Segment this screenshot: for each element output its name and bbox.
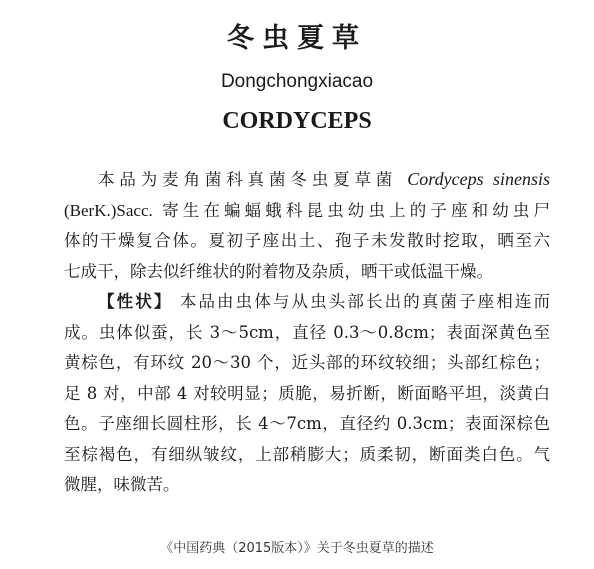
text-line — [64, 164, 550, 196]
monograph-body — [64, 164, 550, 501]
text-line: 微腥，味微苦。 — [64, 475, 180, 494]
text-fragment: 寄生在蝙蝠蛾科昆虫幼虫上的子座和幼虫尸 — [152, 200, 550, 220]
paragraph-characteristics — [64, 287, 550, 501]
text-fragment: 本品为麦角菌科真菌冬虫夏草菌 — [98, 170, 408, 189]
title-chinese: 冬虫夏草 — [227, 23, 367, 54]
text-line: 足 8 对，中部 4 对较明显；质脆，易折断，断面略平坦，淡黄白 — [64, 383, 550, 403]
text-fragment: 本品由虫体与从虫头部长出的真菌子座相连而 — [172, 292, 550, 311]
text-line — [64, 196, 550, 227]
latin-author-name: (BerK.)Sacc. — [64, 200, 153, 220]
text-line: 至棕褐色，有细纵皱纹，上部稍膨大；质柔韧，断面类白色。气 — [64, 444, 550, 464]
text-line: 体的干燥复合体。夏初子座出土、孢子未发散时挖取，晒至六 — [64, 231, 550, 250]
text-line: 成。虫体似蚕，长 3～5cm，直径 0.3～0.8cm；表面深黄色至 — [64, 322, 550, 342]
text-line: 黄棕色，有环纹 20～30 个，近头部的环纹较细；头部红棕色； — [64, 353, 550, 372]
image-caption: 《中国药典（2015版本）》关于冬虫夏草的描述 — [160, 541, 434, 556]
title-english: CORDYCEPS — [222, 108, 372, 134]
text-line — [64, 287, 550, 318]
text-line: 色。子座细长圆柱形，长 4～7cm，直径约 0.3cm；表面深棕色 — [64, 414, 550, 433]
latin-species-name: Cordyceps sinensis — [407, 169, 550, 189]
section-heading: 【性状】 — [98, 292, 173, 311]
text-line: 七成干，除去似纤维状的附着物及杂质，晒干或低温干燥。 — [64, 261, 493, 281]
title-pinyin: Dongchongxiacao — [220, 71, 374, 92]
paragraph-source — [64, 164, 550, 287]
